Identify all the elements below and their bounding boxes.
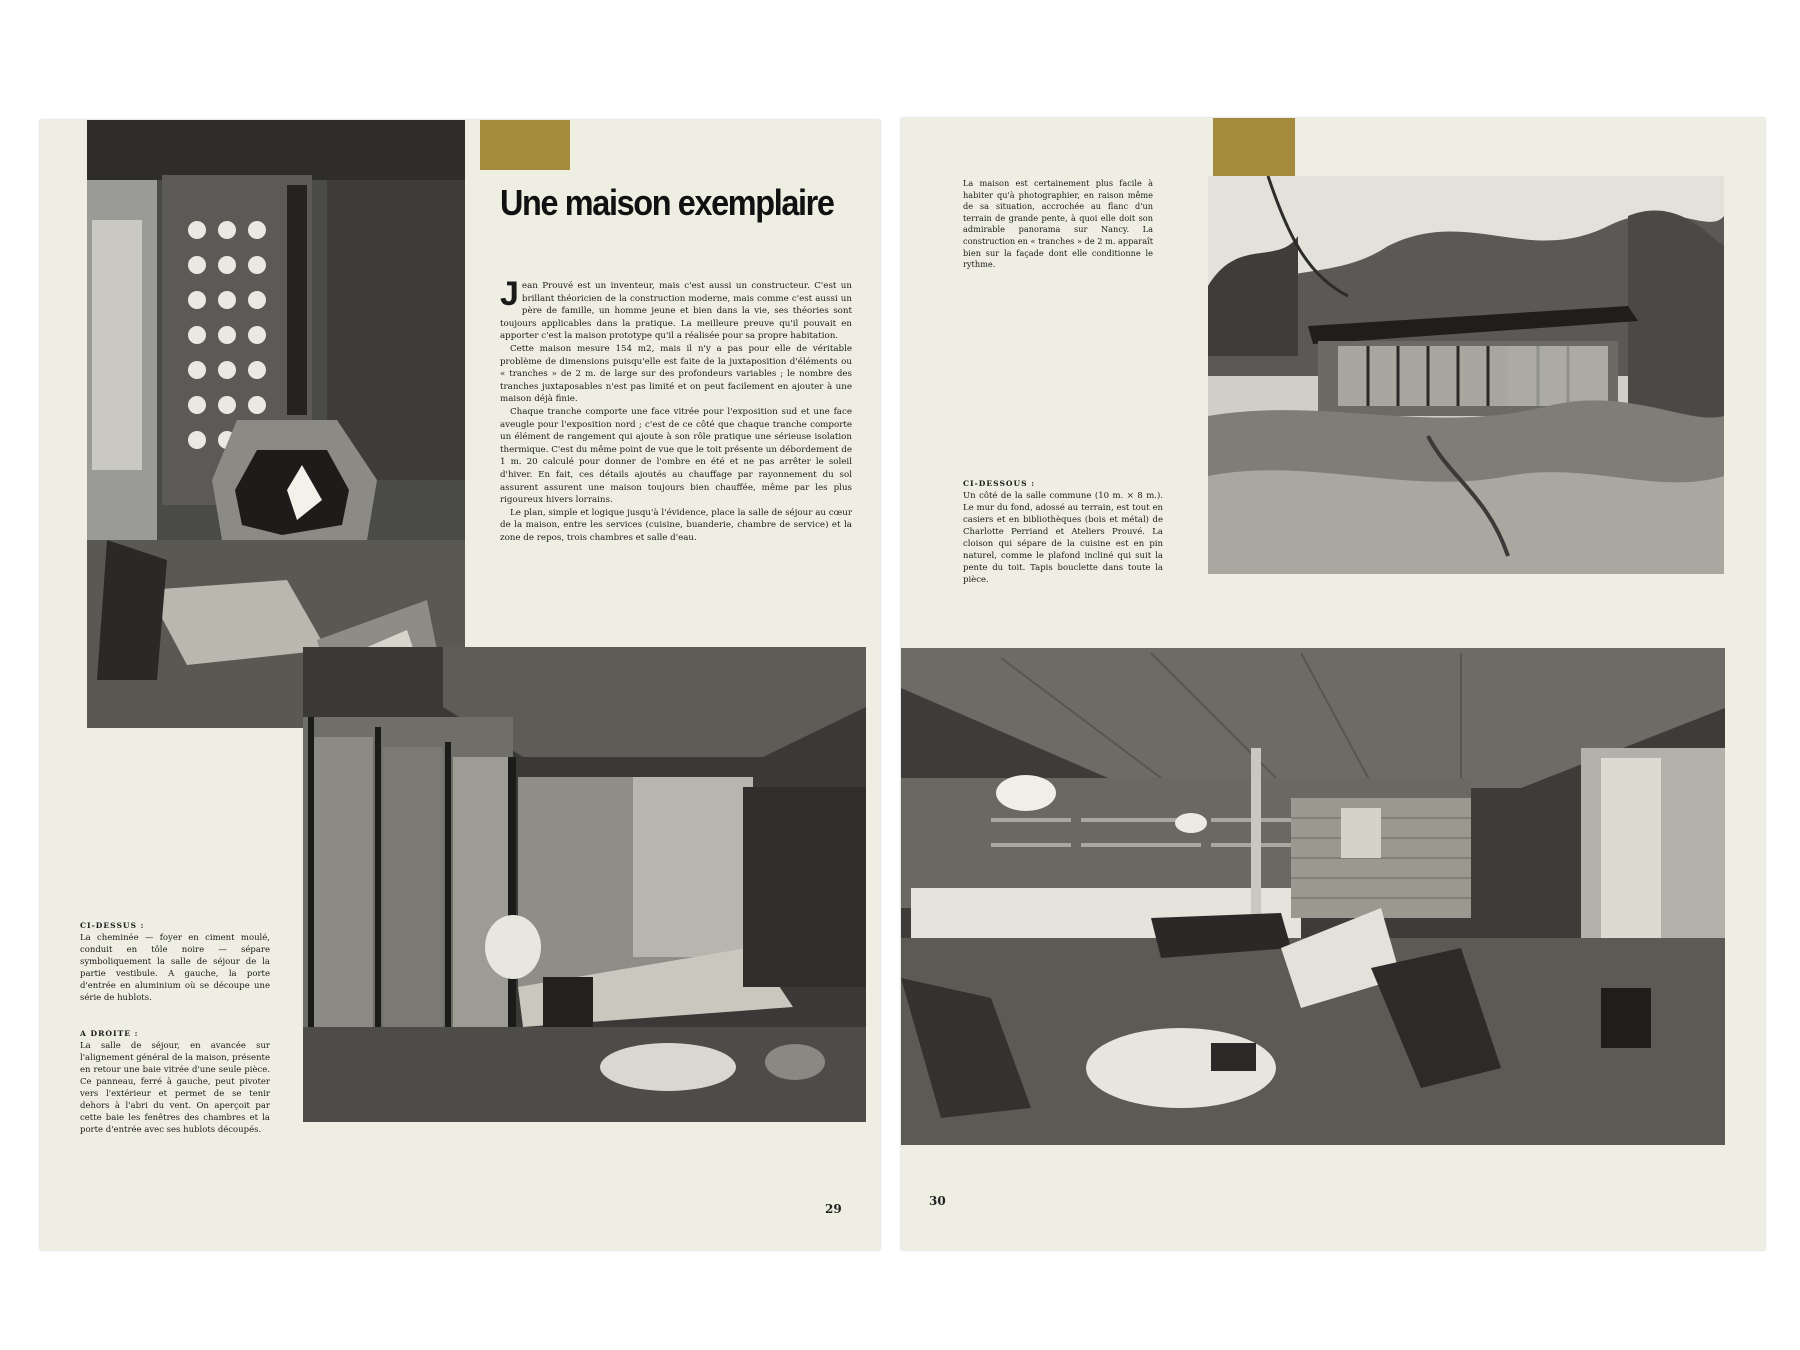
- fireplace-photo: [87, 120, 465, 728]
- article-body: [500, 275, 852, 544]
- caption-heading: A DROITE :: [80, 1029, 139, 1038]
- magazine-page-left: [40, 120, 880, 1250]
- living-room-window-photo: [303, 647, 866, 1122]
- intro-text: La maison est certainement plus facile à habiter qu'à photographier, en raison même de sa situation, accrochée au flanc d'un terrain de grande pente, à quoi elle doit son admirable panorama sur Nancy. La construction en « tranches » de 2 m. apparaît bien sur la façade dont elle conditionne le rythme.: [963, 178, 1153, 270]
- house-exterior-photo: [1208, 176, 1724, 574]
- magazine-page-right: [901, 118, 1765, 1250]
- living-room-interior-photo: [901, 648, 1725, 1145]
- caption-text: La salle de séjour, en avancée sur l'alignement général de la maison, présente en retour une baie vitrée d'une seule pièce. Ce panneau, ferré à gauche, peut pivoter vers l'extérieur et permet de se tenir dehors à l'abri du vent. On aperçoit par cette baie les fenêtres des chambres et la porte d'entrée avec ses hublots découpés.: [80, 1041, 270, 1135]
- page-number: 29: [825, 1202, 842, 1216]
- caption-above: [80, 920, 270, 1004]
- body-paragraph: Cette maison mesure 154 m2, mais il n'y a pas pour elle de véritable problème de dimensions puisqu'elle est faite de la juxtaposition d'éléments ou « tranches » de 2 m. de large sur des profondeurs variables ; le nombre des tranches juxtaposables n'est pas limité et on peut facilement en ajouter à une maison déjà finie.: [500, 343, 852, 405]
- tape-strip: [1213, 118, 1295, 178]
- caption-right: [80, 1028, 270, 1136]
- body-paragraph: Le plan, simple et logique jusqu'à l'évidence, place la salle de séjour au cœur de la maison, entre les services (cuisine, buanderie, chambre de service) et la zone de repos, trois chambres et salle d'eau.: [500, 507, 852, 543]
- caption-heading: CI-DESSOUS :: [963, 479, 1036, 488]
- page-number: 30: [929, 1194, 946, 1208]
- caption-text: Un côté de la salle commune (10 m. × 8 m.). Le mur du fond, adossé au terrain, est tout en casiers et en bibliothèques (bois et métal) de Charlotte Perriand et Ateliers Prouvé. La cloison qui sépare de la cuisine est en pin naturel, comme le plafond incliné qui suit la pente du toit. Tapis bouclette dans toute la pièce.: [963, 491, 1163, 585]
- caption-below: [963, 478, 1163, 586]
- tape-strip: [480, 120, 570, 170]
- body-paragraph: Chaque tranche comporte une face vitrée pour l'exposition sud et une face aveugle pour l'exposition nord ; c'est de ce côté que chaque tranche comporte un élément de rangement qui ajoute à son rôle pratique une sérieuse isolation thermique. C'est du même point de vue que le toit présente un débordement de 1 m. 20 calculé pour donner de l'ombre en été et ne pas arrêter le soleil d'hiver. En fait, ces détails ajoutés au chauffage par rayonnement du sol assurent assurent une maison toujours bien chauffée, même par les plus rigoureux hivers lorrains.: [500, 406, 852, 506]
- body-paragraph: Jean Prouvé est un inventeur, mais c'est aussi un constructeur. C'est un brillant théoricien de la construction moderne, mais comme c'est aussi un père de famille, un homme jeune et bien dans la vie, ses théories sont toujours applicables dans la pratique. La meilleure preuve qu'il pouvait en apporter c'est la maison prototype qu'il a réalisée pour sa propre habitation.: [500, 275, 852, 342]
- caption-text: La cheminée — foyer en ciment moulé, conduit en tôle noire — sépare symboliquement la salle de séjour de la partie vestibule. A gauche, la porte d'entrée en aluminium où se découpe une série de hublots.: [80, 933, 270, 1003]
- caption-heading: CI-DESSUS :: [80, 921, 145, 930]
- article-title: Une maison exemplaire: [500, 182, 834, 223]
